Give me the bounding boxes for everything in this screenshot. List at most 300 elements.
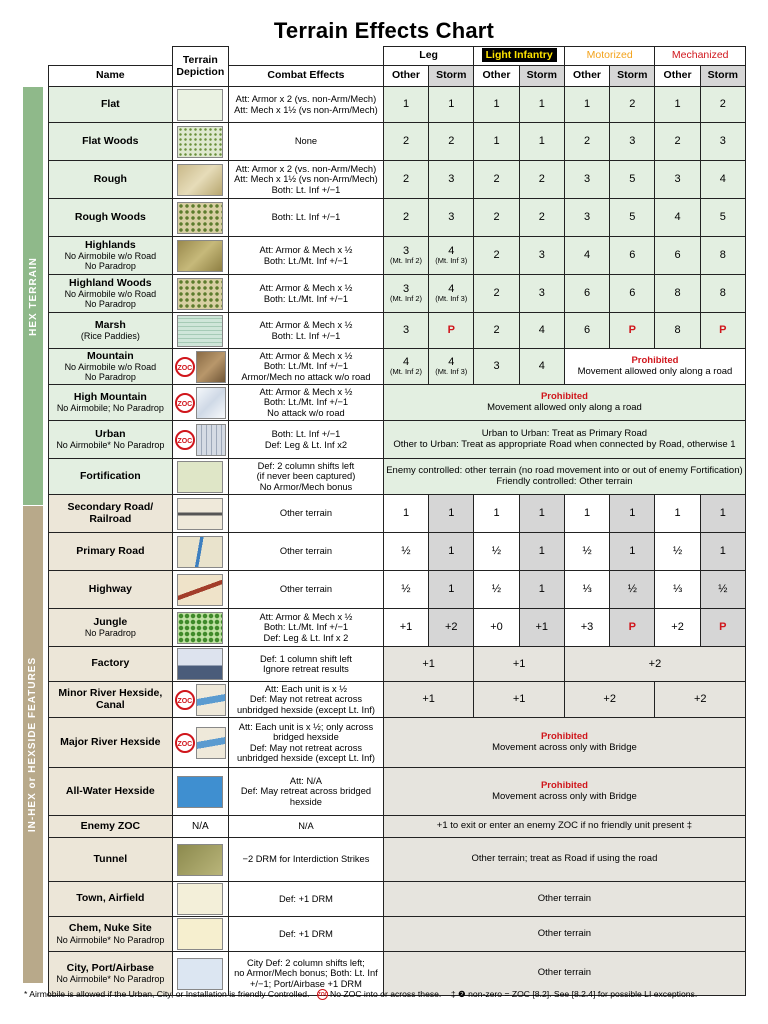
header-motorized: Motorized <box>564 47 655 66</box>
movement-cost-value: 1 <box>538 135 545 148</box>
movement-cost <box>700 495 745 533</box>
page-title: Terrain Effects Chart <box>273 18 495 43</box>
terrain-hex-image <box>177 612 223 644</box>
movement-cost-value: 6 <box>629 249 636 262</box>
terrain-name-text: Enemy ZOC <box>80 819 141 832</box>
movement-cost-value: 2 <box>538 173 545 186</box>
terrain-row <box>49 647 746 682</box>
movement-cost <box>610 275 655 313</box>
combat-effects: Other terrain <box>229 495 384 533</box>
terrain-name <box>49 571 173 609</box>
terrain-row <box>49 838 746 882</box>
terrain-depiction <box>172 609 228 647</box>
movement-cost-value: P <box>719 621 727 634</box>
movement-cost-value: 4 <box>402 356 410 369</box>
movement-cost-value: 3 <box>493 360 500 373</box>
movement-cost-value: 5 <box>629 173 636 186</box>
movement-cost-value: 1 <box>538 545 545 558</box>
movement-cost <box>474 161 519 199</box>
terrain-name-text: Highland Woods <box>69 276 152 289</box>
combat-effects: Both: Lt. Inf +/−1 <box>229 199 384 237</box>
terrain-restriction: No Paradrop <box>84 628 136 639</box>
movement-cost <box>519 349 564 385</box>
movement-cost <box>610 161 655 199</box>
terrain-row <box>49 199 746 237</box>
movement-cost-value: 2 <box>538 211 545 224</box>
header-light-infantry: Light Infantry <box>474 47 565 66</box>
movement-cost-value: 2 <box>493 211 500 224</box>
combat-effects: Att: Armor & Mech x ½ Both: Lt. Inf +/−1 <box>229 313 384 349</box>
movement-cost <box>519 161 564 199</box>
movement-cost-value: 6 <box>674 249 681 262</box>
movement-note: Movement allowed only along a road <box>577 365 733 377</box>
movement-cost-value: 2 <box>493 249 500 262</box>
movement-cost-value: P <box>447 324 455 337</box>
movement-cost-value: 3 <box>674 173 681 186</box>
combat-effects: Both: Lt. Inf +/−1 Def: Leg & Lt. Inf x2 <box>229 421 384 459</box>
movement-cost-note: (Mt. Inf 2) <box>389 256 423 266</box>
terrain-name <box>49 275 173 313</box>
movement-cost <box>610 237 655 275</box>
movement-cost-value: ½ <box>401 583 411 596</box>
movement-cost <box>519 275 564 313</box>
movement-cost-value: 3 <box>402 283 410 296</box>
movement-cost <box>655 199 700 237</box>
no-zoc-icon: ZOC <box>175 430 195 450</box>
movement-cost-value: 2 <box>493 173 500 186</box>
movement-rule: Other terrain <box>383 917 745 952</box>
movement-cost-value: +3 <box>580 621 594 634</box>
terrain-name-text: Secondary Road/ Railroad <box>67 500 154 525</box>
movement-cost: +1 <box>474 682 565 718</box>
movement-cost-value: 2 <box>448 135 455 148</box>
terrain-depiction <box>172 313 228 349</box>
movement-cost <box>610 87 655 123</box>
header-storm: Storm <box>429 66 474 87</box>
movement-cost-value: P <box>628 324 636 337</box>
movement-cost-value: 2 <box>493 287 500 300</box>
terrain-name-text: All-Water Hexside <box>65 784 155 797</box>
movement-cost <box>429 199 474 237</box>
movement-cost-value: 5 <box>719 211 726 224</box>
header-leg: Leg <box>383 47 474 66</box>
terrain-hex-image <box>177 883 223 915</box>
movement-cost <box>383 275 428 313</box>
movement-cost-value: 4 <box>448 356 455 369</box>
movement-cost <box>474 609 519 647</box>
no-zoc-icon: ZOC <box>175 733 195 753</box>
terrain-row <box>49 816 746 838</box>
movement-cost <box>700 87 745 123</box>
movement-cost-value: 1 <box>674 507 681 520</box>
movement-cost-value: 1 <box>719 545 726 558</box>
terrain-row <box>49 495 746 533</box>
terrain-name <box>49 199 173 237</box>
terrain-depiction <box>172 838 228 882</box>
movement-cost-value: 3 <box>583 211 591 224</box>
hex-terrain-label: HEX TERRAIN <box>23 87 43 505</box>
movement-cost-value: 2 <box>583 135 591 148</box>
terrain-name-text: City, Port/Airbase <box>66 961 154 974</box>
terrain-name-text: High Mountain <box>73 390 147 403</box>
terrain-name <box>49 533 173 571</box>
movement-cost-value: +1 <box>399 621 413 634</box>
header-storm: Storm <box>519 66 564 87</box>
terrain-name <box>49 421 173 459</box>
movement-cost <box>519 199 564 237</box>
movement-cost-value: 3 <box>402 324 410 337</box>
movement-cost <box>429 313 474 349</box>
movement-cost <box>700 199 745 237</box>
movement-cost-value: P <box>719 324 727 337</box>
terrain-row <box>49 571 746 609</box>
movement-cost: +2 <box>564 647 745 682</box>
movement-cost-value: 3 <box>448 173 455 186</box>
movement-cost <box>700 123 745 161</box>
movement-cost <box>383 533 428 571</box>
movement-cost <box>474 495 519 533</box>
movement-cost <box>564 161 609 199</box>
terrain-hex-image <box>177 315 223 347</box>
terrain-row <box>49 237 746 275</box>
prohibited-text: Prohibited <box>631 354 679 366</box>
movement-cost-value: 1 <box>538 507 545 520</box>
movement-rule: +1 to exit or enter an enemy ZOC if no friendly unit present ‡ <box>383 816 745 838</box>
terrain-name-text: Highway <box>88 582 132 595</box>
movement-cost <box>383 349 428 385</box>
movement-cost-value: 3 <box>402 245 410 258</box>
inhex-features-label: IN-HEX or HEXSIDE FEATURES <box>23 506 43 983</box>
movement-cost-value: 1 <box>493 98 500 111</box>
combat-effects: Att: Armor x 2 (vs. non-Arm/Mech) Att: Mech x 1½ (vs non-Arm/Mech) Both: Lt. Inf +/−1 <box>229 161 384 199</box>
movement-cost: +2 <box>564 682 655 718</box>
terrain-depiction <box>172 816 228 838</box>
terrain-name <box>49 768 173 816</box>
terrain-restriction: No Airmobile* No Paradrop <box>56 440 165 451</box>
movement-cost-value: 3 <box>538 287 545 300</box>
terrain-name <box>49 313 173 349</box>
terrain-restriction: No Airmobile w/o Road No Paradrop <box>64 362 157 383</box>
movement-cost-value: 1 <box>448 545 455 558</box>
terrain-hex-image <box>196 387 226 419</box>
movement-cost <box>610 571 655 609</box>
terrain-hex-image <box>196 424 226 456</box>
combat-effects: Att: Armor & Mech x ½ Both: Lt./Mt. Inf +/−1 <box>229 237 384 275</box>
movement-cost <box>474 275 519 313</box>
terrain-depiction <box>172 882 228 917</box>
terrain-name-text: Rough <box>93 172 127 185</box>
header-combat: Combat Effects <box>229 66 384 87</box>
movement-cost <box>383 571 428 609</box>
terrain-name-text: Major River Hexside <box>60 735 161 748</box>
combat-effects: Def: +1 DRM <box>229 882 384 917</box>
combat-effects: Other terrain <box>229 571 384 609</box>
terrain-depiction <box>172 161 228 199</box>
terrain-depiction <box>172 87 228 123</box>
terrain-row <box>49 917 746 952</box>
terrain-hex-image <box>177 164 223 196</box>
header-mechanized: Mechanized <box>655 47 746 66</box>
movement-cost <box>474 237 519 275</box>
terrain-restriction: No Airmobile w/o Road No Paradrop <box>64 289 157 310</box>
depiction-text: N/A <box>192 820 209 832</box>
header-other: Other <box>655 66 700 87</box>
terrain-name <box>49 123 173 161</box>
movement-cost-value: 4 <box>448 245 455 258</box>
combat-effects: Att: Armor & Mech x ½ Both: Lt./Mt. Inf +/−1 No attack w/o road <box>229 385 384 421</box>
terrain-row <box>49 533 746 571</box>
movement-cost-note: (Mt. Inf 3) <box>435 256 468 266</box>
movement-cost <box>519 313 564 349</box>
terrain-name-text: Factory <box>91 657 130 670</box>
movement-cost-value: 4 <box>719 173 726 186</box>
header-other: Other <box>474 66 519 87</box>
terrain-row <box>49 768 746 816</box>
movement-cost <box>610 609 655 647</box>
movement-cost <box>429 87 474 123</box>
movement-cost <box>519 571 564 609</box>
terrain-depiction <box>172 768 228 816</box>
movement-cost-value: ½ <box>491 545 502 558</box>
movement-cost-value: ½ <box>718 583 728 596</box>
movement-cost-value: 2 <box>402 135 410 148</box>
terrain-row <box>49 682 746 718</box>
movement-cost <box>655 533 700 571</box>
movement-cost <box>655 87 700 123</box>
terrain-name-text: Tunnel <box>93 852 128 865</box>
terrain-name <box>49 459 173 495</box>
movement-cost-value: ½ <box>672 545 683 558</box>
terrain-hex-image <box>177 958 223 990</box>
terrain-depiction <box>172 647 228 682</box>
movement-cost-value: 2 <box>629 98 636 111</box>
movement-cost-value: 1 <box>493 507 500 520</box>
movement-cost <box>700 609 745 647</box>
movement-cost-value: ⅓ <box>672 583 683 596</box>
terrain-hex-image <box>177 202 223 234</box>
movement-cost-value: 4 <box>583 249 591 262</box>
movement-cost <box>655 161 700 199</box>
terrain-hex-image <box>177 461 223 493</box>
no-zoc-icon: ZOC <box>175 690 195 710</box>
terrain-restriction: No Airmobile* No Paradrop <box>56 974 165 985</box>
movement-cost-value: ½ <box>491 583 502 596</box>
movement-cost-value: 2 <box>402 173 410 186</box>
movement-cost <box>700 313 745 349</box>
movement-cost <box>474 87 519 123</box>
terrain-hex-image <box>196 351 226 383</box>
movement-cost-note: (Mt. Inf 3) <box>435 294 468 304</box>
movement-cost-value: 1 <box>629 545 636 558</box>
movement-cost <box>655 123 700 161</box>
movement-cost-value: 3 <box>719 135 726 148</box>
movement-cost-value: 6 <box>583 324 591 337</box>
terrain-hex-image <box>177 844 223 876</box>
movement-cost-value: 2 <box>493 324 500 337</box>
movement-cost-value: ½ <box>401 545 411 558</box>
terrain-name-text: Highlands <box>84 238 136 251</box>
terrain-restriction: No Airmobile; No Paradrop <box>56 403 164 414</box>
movement-cost <box>564 495 609 533</box>
movement-cost-value: 4 <box>538 324 545 337</box>
terrain-name <box>49 237 173 275</box>
movement-cost <box>564 313 609 349</box>
movement-cost <box>429 237 474 275</box>
terrain-hex-image <box>196 684 226 716</box>
terrain-row <box>49 609 746 647</box>
no-zoc-icon: ZOC <box>175 393 195 413</box>
movement-cost <box>519 533 564 571</box>
movement-cost-value: 1 <box>493 135 500 148</box>
movement-cost <box>655 609 700 647</box>
movement-cost <box>564 123 609 161</box>
terrain-depiction <box>172 421 228 459</box>
movement-cost-value: 8 <box>719 249 726 262</box>
terrain-hex-image <box>177 776 223 808</box>
terrain-depiction <box>172 571 228 609</box>
terrain-depiction <box>172 495 228 533</box>
movement-cost <box>610 495 655 533</box>
terrain-name-text: Marsh <box>94 318 126 331</box>
movement-cost-value: 1 <box>583 98 591 111</box>
movement-cost <box>564 275 609 313</box>
movement-cost <box>474 199 519 237</box>
terrain-hex-image <box>177 648 223 680</box>
combat-effects: −2 DRM for Interdiction Strikes <box>229 838 384 882</box>
movement-cost-value: 4 <box>674 211 681 224</box>
movement-cost-value: 1 <box>674 98 681 111</box>
terrain-name-text: Town, Airfield <box>76 892 145 905</box>
terrain-name <box>49 816 173 838</box>
movement-rule: Enemy controlled: other terrain (no road movement into or out of enemy Fortification) Friendly controlled: Other terrain <box>383 459 745 495</box>
terrain-name-text: Fortification <box>80 469 141 482</box>
terrain-row <box>49 459 746 495</box>
movement-cost-value: 3 <box>538 249 545 262</box>
movement-cost-note: (Mt. Inf 2) <box>389 294 423 304</box>
movement-cost-value: ⅓ <box>582 583 592 596</box>
movement-cost <box>383 237 428 275</box>
movement-cost <box>429 275 474 313</box>
movement-cost-value: 4 <box>538 360 545 373</box>
terrain-row <box>49 313 746 349</box>
combat-effects: None <box>229 123 384 161</box>
movement-cost <box>700 161 745 199</box>
movement-cost-value: 1 <box>448 583 455 596</box>
movement-cost-value: 3 <box>583 173 591 186</box>
movement-rule <box>383 768 745 816</box>
terrain-row <box>49 123 746 161</box>
terrain-depiction <box>172 199 228 237</box>
movement-rule: Other terrain; treat as Road if using the road <box>383 838 745 882</box>
movement-cost-value: ½ <box>627 583 637 596</box>
movement-cost <box>519 237 564 275</box>
terrain-name-text: Urban <box>95 427 126 440</box>
movement-cost <box>564 533 609 571</box>
combat-effects: Att: Each unit is x ½ Def: May not retreat across unbridged hexside (except Lt. Inf) <box>229 682 384 718</box>
movement-cost <box>383 495 428 533</box>
movement-cost <box>519 123 564 161</box>
movement-cost <box>383 609 428 647</box>
movement-cost-value: 3 <box>448 211 455 224</box>
movement-cost-note: (Mt. Inf 2) <box>389 367 423 377</box>
movement-cost: +1 <box>474 647 565 682</box>
movement-cost <box>700 571 745 609</box>
movement-cost <box>383 123 428 161</box>
movement-cost-value: 8 <box>674 287 681 300</box>
terrain-depiction <box>172 682 228 718</box>
movement-cost <box>655 275 700 313</box>
movement-cost-value: 1 <box>538 98 545 111</box>
terrain-restriction: No Airmobile* No Paradrop <box>56 934 165 945</box>
prohibited-text: Prohibited <box>540 390 588 402</box>
terrain-hex-image <box>177 574 223 606</box>
terrain-depiction <box>172 275 228 313</box>
terrain-row <box>49 882 746 917</box>
movement-cost <box>700 275 745 313</box>
movement-cost <box>519 609 564 647</box>
header-other: Other <box>564 66 609 87</box>
terrain-row <box>49 87 746 123</box>
terrain-name <box>49 495 173 533</box>
combat-effects: Def: +1 DRM <box>229 917 384 952</box>
terrain-name <box>49 647 173 682</box>
footnote: * Airmobile is allowed if the Urban, City, or Installation is friendly Controlled. ZOC No ZOC into or across these. ‡ ❷ non-zero = ZOC [8.2]. See [8.2.4] for possible LI exceptions. <box>24 989 698 999</box>
terrain-name-text: Chem, Nuke Site <box>68 922 152 935</box>
movement-cost-value: 2 <box>674 135 681 148</box>
movement-cost-value: +1 <box>535 621 549 634</box>
movement-note: Movement across only with Bridge <box>492 790 637 802</box>
prohibited-text: Prohibited <box>540 779 588 791</box>
movement-cost-note: (Mt. Inf 3) <box>435 367 468 377</box>
movement-cost <box>700 237 745 275</box>
prohibited-text: Prohibited <box>540 730 588 742</box>
movement-cost-value: 1 <box>402 507 410 520</box>
movement-cost-value: 1 <box>448 507 455 520</box>
terrain-restriction: (Rice Paddies) <box>80 331 140 342</box>
terrain-row <box>49 421 746 459</box>
no-zoc-icon: ZOC <box>175 357 195 377</box>
movement-cost-value: 5 <box>629 211 636 224</box>
terrain-name-text: Primary Road <box>76 544 145 557</box>
movement-cost <box>429 123 474 161</box>
header-depiction: Terrain Depiction <box>172 47 228 87</box>
movement-cost <box>429 349 474 385</box>
terrain-hex-image <box>177 89 223 121</box>
combat-effects: Att: N/A Def: May retreat across bridged hexside <box>229 768 384 816</box>
movement-cost <box>610 199 655 237</box>
terrain-row <box>49 385 746 421</box>
movement-cost-value: 1 <box>583 507 591 520</box>
terrain-hex-image <box>177 918 223 950</box>
terrain-effects-table <box>48 46 746 996</box>
movement-cost <box>655 495 700 533</box>
movement-cost <box>474 571 519 609</box>
movement-note: Movement allowed only along a road <box>487 401 642 413</box>
movement-rule: Other terrain <box>383 952 745 996</box>
movement-cost <box>564 199 609 237</box>
terrain-name <box>49 385 173 421</box>
movement-cost <box>383 199 428 237</box>
movement-cost <box>700 533 745 571</box>
no-zoc-icon: ZOC <box>317 989 328 1000</box>
terrain-name <box>49 682 173 718</box>
movement-cost <box>610 533 655 571</box>
terrain-name-text: Flat Woods <box>82 134 139 147</box>
movement-cost-value: 8 <box>719 287 726 300</box>
movement-cost <box>655 313 700 349</box>
header-storm: Storm <box>700 66 745 87</box>
terrain-row <box>49 161 746 199</box>
